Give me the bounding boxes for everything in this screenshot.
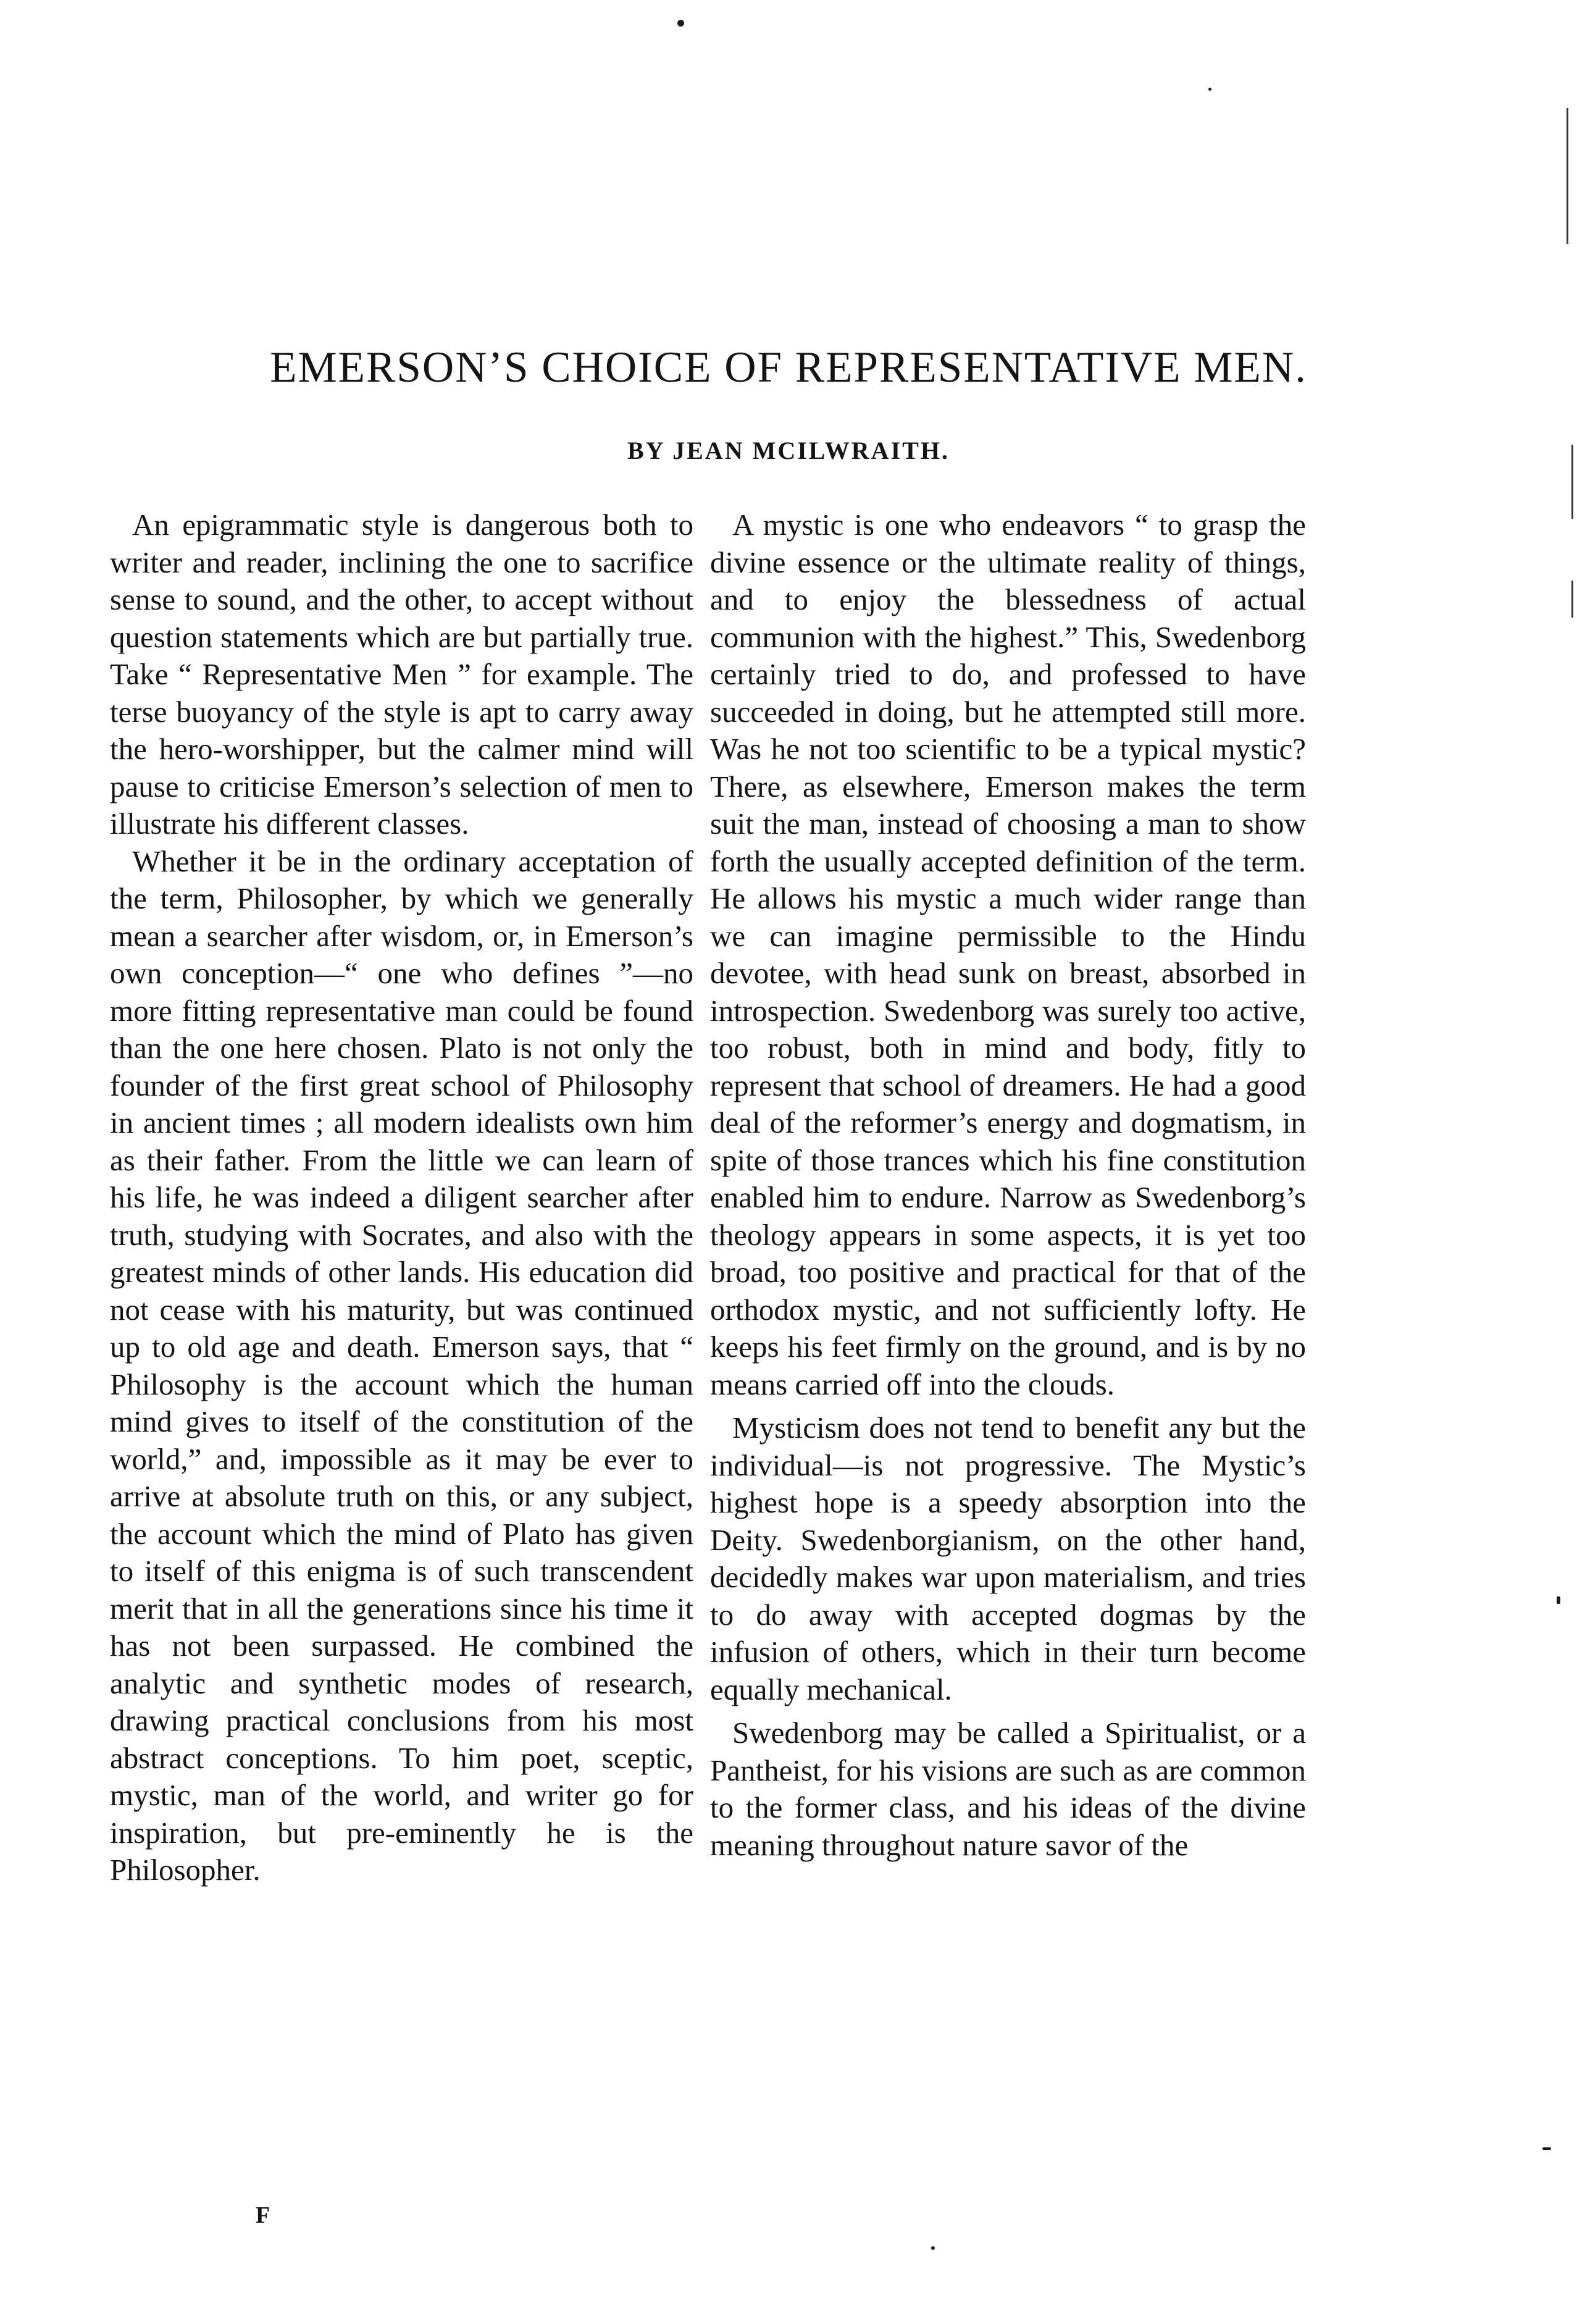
left-column	[110, 506, 693, 1889]
paragraph: Whether it be in the ordinary acceptation of the term, Philosopher, by which we generally mean a searcher after wisdom, or, in Emerson’s own conception—“ one who defines ”—no more fitting representative man could be found than the one here chosen. Plato is not only the founder of the first great school of Philosophy in ancient times ; all modern idealists own him as their father. From the little we can learn of his life, he was indeed a diligent searcher after truth, studying with Socrates, and also with the greatest minds of other lands. His education did not cease with his maturity, but was continued up to old age and death. Emerson says, that “ Philosophy is the account which the human mind gives to itself of the constitution of the world,” and, impossible as it may be ever to arrive at absolute truth on this, or any subject, the account which the mind of Plato has given to itself of this enigma is of such transcendent merit that in all the generations since his time it has not been surpassed. He combined the analytic and synthetic modes of research, drawing practical conclusions from his most abstract conceptions. To him poet, sceptic, mystic, man of the world, and writer go for inspiration, but pre-eminently he is the Philosopher.	[110, 844, 693, 1887]
signature-mark: F	[256, 2202, 270, 2228]
print-speck	[1208, 88, 1211, 91]
print-speck	[1557, 1596, 1560, 1604]
page-edge-mark	[1567, 108, 1568, 244]
print-speck	[931, 2246, 935, 2250]
article-byline: BY JEAN MCILWRAITH.	[627, 437, 950, 464]
right-column	[710, 506, 1306, 1864]
paragraph: Mysticism does not tend to benefit any but the individual—is not progressive. The Mystic’s highest hope is a speedy absorption into the Deity. Swedenborgianism, on the other hand, decidedly makes war upon materialism, and tries to do away with accepted dogmas by the infusion of others, which in their turn become equally mechanical.	[710, 1411, 1306, 1706]
article-title: EMERSON’S CHOICE OF REPRESENTATIVE MEN.	[270, 343, 1307, 392]
print-speck	[1542, 2147, 1551, 2150]
paragraph: Swedenborg may be called a Spiritualist, or a Pantheist, for his visions are such as are common to the former class, and his ideas of the divine meaning throughout nature savor of the	[710, 1716, 1306, 1862]
paragraph: A mystic is one who endeavors “ to grasp the divine essence or the ultimate reality of things, and to enjoy the blessedness of actual communion with the highest.” This, Swedenborg certainly tried to do, and professed to have succeeded in doing, but he attempted still more. Was he not too scientific to be a typical mystic? There, as elsewhere, Emerson makes the term suit the man, instead of choosing a man to show forth the usually accepted definition of the term. He allows his mystic a much wider range than we can imagine permissible to the Hindu devotee, with head sunk on breast, absorbed in introspection. Swedenborg was surely too active, too robust, both in mind and body, fitly to represent that school of dreamers. He had a good deal of the reformer’s energy and dogmatism, in spite of those trances which his fine constitution enabled him to endure. Narrow as Swedenborg’s theology appears in some aspects, it is yet too broad, too positive and practical for that of the orthodox mystic, and not sufficiently lofty. He keeps his feet firmly on the ground, and is by no means carried off into the clouds.	[710, 508, 1306, 1401]
print-speck	[677, 20, 684, 27]
page-edge-mark	[1571, 581, 1573, 618]
paragraph: An epigrammatic style is dangerous both to writer and reader, inclining the one to sacrifice sense to sound, and the other, to accept without question statements which are but partially true. Take “ Representative Men ” for example. The terse buoyancy of the style is apt to carry away the hero-worshipper, but the calmer mind will pause to criticise Emerson’s selection of men to illustrate his different classes.	[110, 508, 693, 841]
